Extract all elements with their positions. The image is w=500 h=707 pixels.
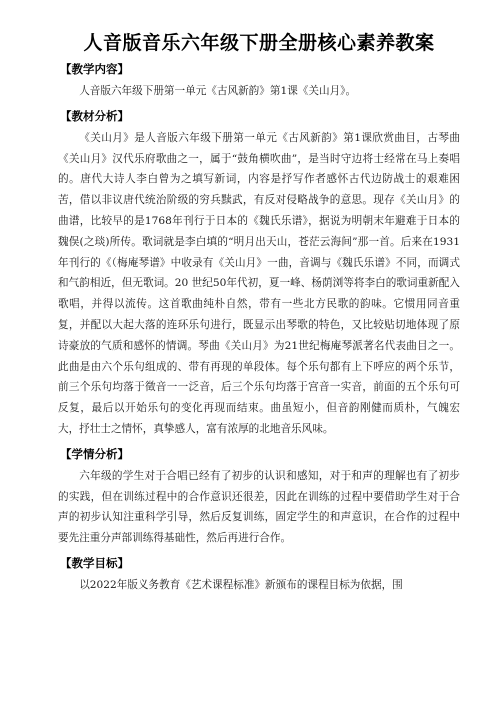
section-heading: 【教学目标】 xyxy=(60,555,129,570)
section-paragraph: 人音版六年级下册第一单元《古风新韵》第1课《关山月》。 xyxy=(79,85,357,97)
section-paragraph: 《关山月》是人音版六年级下册第一单元《古风新韵》第1课欣赏曲目，古琴曲《关山月》汉代乐府歌曲之一，属于“鼓角横吹曲”，是当时守边将士经常在马上奏唱的。唐代大诗人李白曾为之填写新词，内容是抒写作者感怀古代边防战士的艰难困苦，借以非议唐代统治阶级的穷兵黩武，有反对侵略战争的意思。现存《关山月》的曲谱，比较早的是1768年刊行于日本的《魏氏乐谱》，据说为明朝末年避难于日本的魏俣(之琰)所传。歌词就是李白填的“明月出天山，苍茫云海间”那一首。后来在1931年刊行的《（梅庵琴谱》中收录有《关山月》一曲，音调与《魏氏乐谱》不同，而调式和气韵相近，但无歌词。20 世纪50年代初，夏一峰、杨荫浏等将李白的歌词重新配入歌唱，并得以流传。这首歌曲纯朴自然，带有一些北方民歌的韵味。它惯用同音重复，并配以大起大落的连环乐句进行，既显示出琴歌的特色，又比较贴切地体现了原诗豪放的气质和感怀的情调。琴曲《关山月》为21世纪梅庵琴派著名代表曲目之一。此曲是由六个乐句组成的、带有再现的单段体。每个乐句都有上下呼应的两个乐节，前三个乐句均落于徵音一一泛音，后三个乐句均落于宫音一实音，前面的五个乐句可反复，最后以开始乐句的变化再现而结束。曲虽短小，但音韵刚健而质朴，气魄宏大，抒壮士之情怀，真挚感人，富有浓厚的北地音乐风味。 xyxy=(58,131,460,435)
section-teaching-content xyxy=(58,61,460,102)
section-student-analysis xyxy=(58,446,460,549)
section-paragraph: 以2022年版义务教育《艺术课程标准》新颁布的课程目标为依据，围 xyxy=(79,578,403,591)
section-heading: 【学情分析】 xyxy=(60,446,129,461)
section-material-analysis xyxy=(58,108,460,440)
section-heading: 【教学内容】 xyxy=(60,62,129,76)
section-paragraph: 六年级的学生对于合唱已经有了初步的认识和感知，对于和声的理解也有了初步的实践，但在训练过程中的合作意识还很差，因此在训练的过程中要借助学生对于合声的初步认知注重科学引导，然后反复训练，固定学生的和声意识，在合作的过程中要先注重分声部训练得基础性，然后再进行合作。 xyxy=(58,469,460,545)
section-teaching-goals xyxy=(58,555,460,596)
section-heading: 【教材分析】 xyxy=(60,108,129,123)
document-title: 人音版音乐六年级下册全册核心素养教案 xyxy=(83,32,435,54)
